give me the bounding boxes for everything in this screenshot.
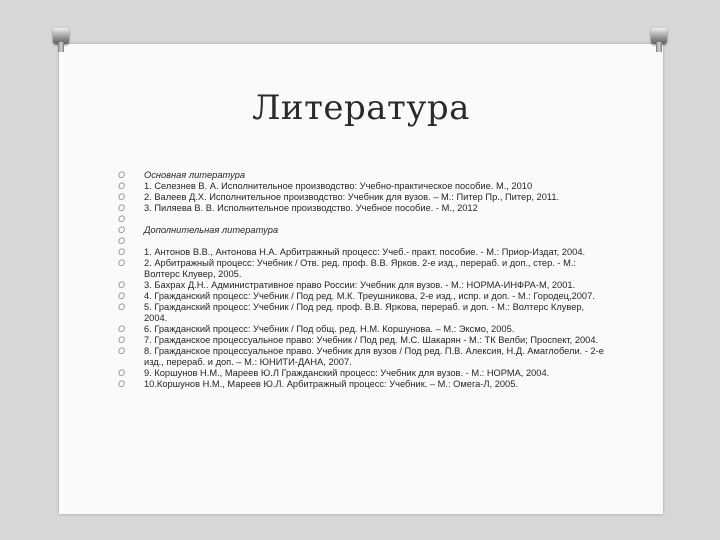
list-item xyxy=(118,236,608,247)
bullet-icon: O xyxy=(118,291,126,301)
bullet-icon: O xyxy=(118,302,126,312)
bullet-icon: O xyxy=(118,280,126,290)
list-item-text: 7. Гражданское процессуальное право: Учебник / Под ред. М.С. Шакарян - М.: ТК Велби; Проспект, 2004. xyxy=(144,335,599,345)
list-item-text: 2. Валеев Д.Х. Исполнительное производство: Учебник для вузов. – М.: Питер Пр., Питер, 2011. xyxy=(144,192,560,202)
bullet-icon: O xyxy=(118,192,126,202)
pushpin-left-icon xyxy=(53,28,69,52)
list-item-text xyxy=(144,214,147,224)
list-item-text: 5. Гражданский процесс: Учебник / Под ред. проф. В.В. Яркова, перераб. и доп. - М.: Волтерс Клувер, 2004. xyxy=(144,302,585,323)
list-item-text: 1. Антонов В.В., Антонова Н.А. Арбитражный процесс: Учеб.- практ. пособие. - М.: Приор-Издат, 2004. xyxy=(144,247,586,257)
list-item xyxy=(118,225,608,236)
list-item xyxy=(118,335,608,346)
list-item xyxy=(118,192,608,203)
bullet-icon: O xyxy=(118,236,126,246)
bullet-icon: O xyxy=(118,379,126,389)
list-item xyxy=(118,302,608,324)
list-item-text: 10.Коршунов Н.М., Мареев Ю.Л. Арбитражный процесс: Учебник. – М.: Омега-Л, 2005. xyxy=(144,379,518,389)
list-item-text: 3. Бахрах Д.Н.. Административное право России: Учебник для вузов. - М.: НОРМА-ИНФРА-М, 2001. xyxy=(144,280,576,290)
list-item xyxy=(118,214,608,225)
bullet-icon: O xyxy=(118,247,126,257)
list-item-text xyxy=(144,236,147,246)
list-item xyxy=(118,368,608,379)
list-item xyxy=(118,280,608,291)
bibliography-list xyxy=(118,170,608,390)
list-item-text: 6. Гражданский процесс: Учебник / Под общ. ред. Н.М. Коршунова. – М.: Эксмо, 2005. xyxy=(144,324,515,334)
list-item-text: 3. Пиляева В. В. Исполнительное производство. Учебное пособие. - М., 2012 xyxy=(144,203,478,213)
list-item xyxy=(118,346,608,368)
list-item xyxy=(118,379,608,390)
list-item-text: 1. Селезнев В. А. Исполнительное производство: Учебно-практическое пособие. М., 2010 xyxy=(144,181,533,191)
list-item xyxy=(118,258,608,280)
bullet-icon: O xyxy=(118,181,126,191)
bullet-icon: O xyxy=(118,346,126,356)
slide-title: Литература xyxy=(252,88,470,128)
bullet-icon: O xyxy=(118,203,126,213)
list-item-text: 4. Гражданский процесс: Учебник / Под ред. М.К. Треушникова, 2-е изд., испр. и доп. - М.: Городец,2007. xyxy=(144,291,595,301)
list-item-text: Основная литература xyxy=(144,170,246,180)
list-item-text: 2. Арбитражный процесс: Учебник / Отв. ред. проф. В.В. Ярков. 2-е изд., перераб. и доп., стер. - М.: Волтерс Клувер, 2005. xyxy=(144,258,577,279)
pushpin-right-icon xyxy=(651,28,667,52)
bullet-icon: O xyxy=(118,214,126,224)
list-item xyxy=(118,203,608,214)
list-item xyxy=(118,181,608,192)
list-item-text: 9. Коршунов Н.М., Мареев Ю.Л Гражданский процесс: Учебник для вузов. - М.: НОРМА, 2004. xyxy=(144,368,550,378)
bullet-icon: O xyxy=(118,335,126,345)
list-item-text: Дополнительная литература xyxy=(144,225,279,235)
bullet-icon: O xyxy=(118,225,126,235)
list-item xyxy=(118,291,608,302)
list-item xyxy=(118,170,608,181)
list-item xyxy=(118,324,608,335)
bullet-icon: O xyxy=(118,368,126,378)
bullet-icon: O xyxy=(118,170,126,180)
list-item xyxy=(118,247,608,258)
list-item-text: 8. Гражданское процессуальное право. Учебник для вузов / Под ред. П.В. Алексия, Н.Д. Амаглобели. - 2-е изд., перераб. и доп. – М.: ЮНИТИ-ДАНА, 2007. xyxy=(144,346,604,367)
bullet-icon: O xyxy=(118,258,126,268)
bullet-icon: O xyxy=(118,324,126,334)
